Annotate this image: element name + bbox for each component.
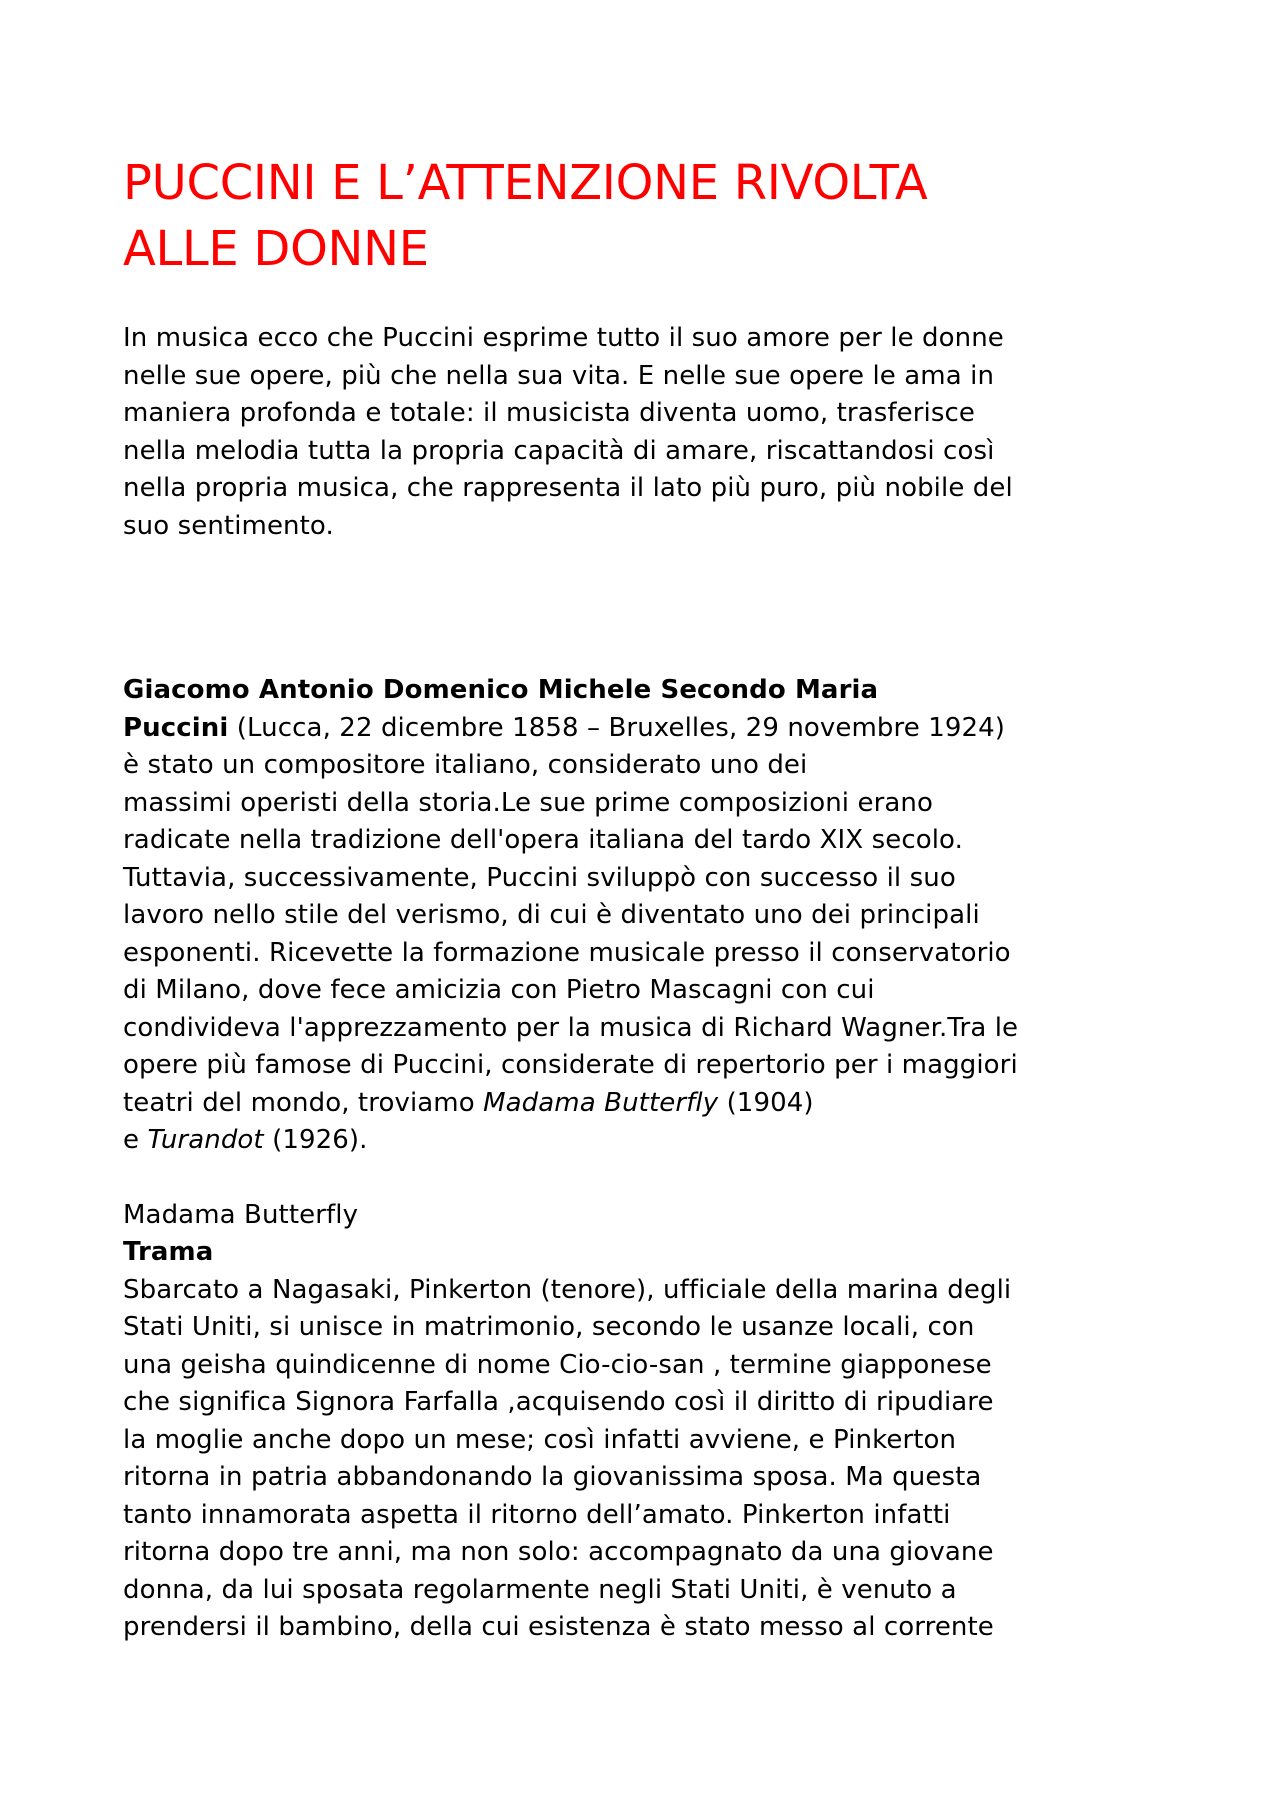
work-title-turandot: Turandot <box>147 1125 264 1155</box>
bio-line: lavoro nello stile del verismo, di cui è diventato uno dei principali <box>123 900 980 930</box>
bio-line: radicate nella tradizione dell'opera italiana del tardo XIX secolo. <box>123 825 963 855</box>
bio-line: massimi operisti della storia.Le sue prime composizioni erano <box>123 787 933 818</box>
plot-line: che significa Signora Farfalla ,acquisendo così il diritto di ripudiare <box>123 1387 994 1417</box>
plot-line: tanto innamorata aspetta il ritorno dell’amato. Pinkerton infatti <box>123 1499 951 1530</box>
title-line-2: ALLE DONNE <box>123 221 429 277</box>
intro-line: maniera profonda e totale: il musicista diventa uomo, trasferisce <box>123 398 975 428</box>
trama-label: Trama <box>123 1237 214 1267</box>
composer-full-name: Giacomo Antonio Domenico Michele Secondo Maria <box>123 675 879 705</box>
bio-name-line <box>123 672 1173 710</box>
work-title-butterfly: Madama Butterfly <box>483 1087 719 1118</box>
bio-line: Tuttavia, successivamente, Puccini sviluppò con successo il suo <box>123 862 956 893</box>
plot-line: una geisha quindicenne di nome Cio-cio-san , termine giapponese <box>123 1349 992 1380</box>
plot-line: donna, da lui sposata regolarmente negli Stati Uniti, è venuto a <box>123 1574 957 1605</box>
work-year: (1926). <box>263 1125 368 1155</box>
intro-line: suo sentimento. <box>123 510 334 541</box>
work-year: (1904) <box>718 1087 814 1118</box>
intro-line: nella melodia tutta la propria capacità di amare, riscattandosi così <box>123 435 995 466</box>
bio-dates: (Lucca, 22 dicembre 1858 – Bruxelles, 29 novembre 1924) <box>228 712 1006 743</box>
bio-line: di Milano, dove fece amicizia con Pietro Mascagni con cui <box>123 975 875 1005</box>
section-heading: Madama Butterfly <box>123 1199 359 1230</box>
bio-line: è stato un compositore italiano, considerato uno dei <box>123 750 808 780</box>
bio-text: e <box>123 1125 148 1155</box>
title-line-1: PUCCINI E L’ATTENZIONE RIVOLTA <box>123 155 928 211</box>
bio-line: esponenti. Ricevette la formazione musicale presso il conservatorio <box>123 937 1011 968</box>
bio-line <box>123 710 1173 748</box>
plot-line: prendersi il bambino, della cui esistenza è stato messo al corrente <box>123 1612 994 1642</box>
intro-line: nella propria musica, che rappresenta il lato più puro, più nobile del <box>123 473 1013 503</box>
plot-line: la moglie anche dopo un mese; così infatti avviene, e Pinkerton <box>123 1424 957 1455</box>
butterfly-section <box>123 1197 1173 1647</box>
intro-line: nelle sue opere, più che nella sua vita. E nelle sue opere le ama in <box>123 360 995 391</box>
bio-text: teatri del mondo, troviamo <box>123 1087 484 1118</box>
section-subheading <box>123 1234 1173 1272</box>
document-page <box>123 150 1173 1647</box>
biography-paragraph <box>123 672 1173 1160</box>
plot-line: ritorna dopo tre anni, ma non solo: accompagnato da una giovane <box>123 1537 994 1567</box>
intro-line: In musica ecco che Puccini esprime tutto il suo amore per le donne <box>123 323 1004 353</box>
bio-line <box>123 1085 1173 1123</box>
page-title <box>123 150 1173 282</box>
bio-line <box>123 1122 1173 1160</box>
intro-paragraph <box>123 320 1173 545</box>
bio-line: opere più famose di Puccini, considerate di repertorio per i maggiori <box>123 1050 1018 1080</box>
composer-surname: Puccini <box>123 712 229 743</box>
plot-line: Stati Uniti, si unisce in matrimonio, secondo le usanze locali, con <box>123 1312 975 1342</box>
bio-line: condivideva l'apprezzamento per la musica di Richard Wagner.Tra le <box>123 1012 1019 1043</box>
plot-line: Sbarcato a Nagasaki, Pinkerton (tenore), ufficiale della marina degli <box>123 1274 1012 1305</box>
plot-line: ritorna in patria abbandonando la giovanissima sposa. Ma questa <box>123 1462 982 1492</box>
